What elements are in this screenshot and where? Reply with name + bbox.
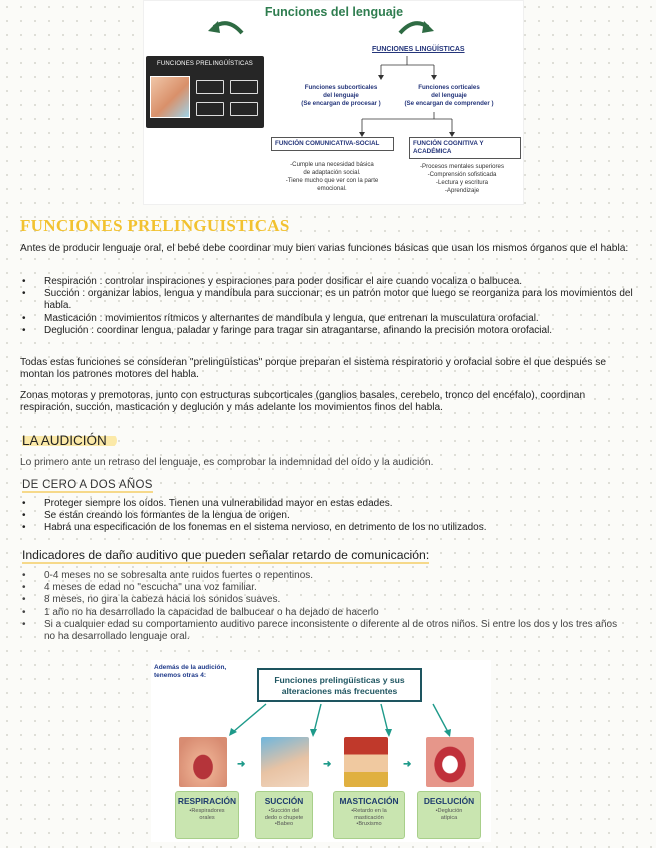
list-item: • 1 año no ha desarrollado la capacidad de balbucear o ha dejado de hacerlo xyxy=(20,607,630,619)
prelinguistic-paragraph-2: Zonas motoras y premotoras, junto con estructuras subcorticales (ganglios basales, cerebelo, tronco del encéfalo), coordinan respiración, succión, masticación y deglución y más adelante los movimientos finos del habla. xyxy=(20,390,586,413)
card-desc: •Deglución atípica xyxy=(435,808,463,821)
card-title: DEGLUCIÓN xyxy=(423,796,475,806)
figure-intro: Además de la audición, tenemos otras 4: xyxy=(154,664,227,679)
mouth-photo xyxy=(179,737,227,787)
card-desc: •Succión del dedo o chupete •Babeo xyxy=(264,808,304,827)
cortical-functions: Funciones corticales del lenguaje (Se encargan de comprender ) xyxy=(404,84,494,107)
list-item: • Deglución : coordinar lengua, paladar y faringe para tragar sin atragantarse, afinando la precisión motora orofacial. xyxy=(20,325,645,337)
list-item: • Se están creando los formantes de la lengua de origen. xyxy=(20,510,645,522)
card-succion xyxy=(255,791,313,839)
arrow-right-icon: ➜ xyxy=(323,759,332,770)
prelinguistic-list xyxy=(20,276,645,337)
figure-main-title: Funciones prelingüísticas y sus alteraciones más frecuentes xyxy=(257,668,422,702)
list-item: • Masticación : movimientos rítmicos y alternantes de mandíbula y lengua, que entrenan la musculatura orofacial. xyxy=(20,313,645,325)
list-item: • Succión : organizar labios, lengua y mandíbula para succionar; es un patrón motor que luego se reorganiza para los movimientos del habla. xyxy=(20,288,645,312)
prelinguistic-heading: FUNCIONES PRELINGUISTICAS xyxy=(20,216,290,235)
prelinguistic-box-title: FUNCIONES PRELINGÜÍSTICAS xyxy=(156,61,253,67)
list-item: • Habrá una especificación de los fonemas en el sistema nervioso, en detrimento de los no utilizados. xyxy=(20,522,645,534)
card-title: RESPIRACIÓN xyxy=(177,796,237,806)
baby-photo xyxy=(261,737,309,787)
linguistic-functions-title: FUNCIONES LINGÜÍSTICAS xyxy=(372,46,465,53)
prelinguistic-intro: Antes de producir lenguaje oral, el bebé debe coordinar muy bien varias funciones básicas que usan los mismos órganos que el habla: xyxy=(20,243,629,254)
arrow-right-icon: ➜ xyxy=(237,759,246,770)
indicators-list xyxy=(20,570,630,643)
list-item: • Respiración : controlar inspiraciones y espiraciones para poder dosificar el aire cuando vocaliza o balbucea. xyxy=(20,276,645,288)
audition-intro: Lo primero ante un retraso del lenguaje, es comprobar la indemnidad del oído y la audición. xyxy=(20,457,434,468)
subcortical-functions: Funciones subcorticales del lenguaje (Se encargan de procesar ) xyxy=(301,84,381,107)
list-item: • 8 meses, no gira la cabeza hacia los sonidos suaves. xyxy=(20,594,630,606)
list-item: • 0-4 meses no se sobresalta ante ruidos fuertes o repentinos. xyxy=(20,570,630,582)
card-masticacion xyxy=(333,791,405,839)
card-desc: •Respiradores orales xyxy=(189,808,225,821)
zero-to-two-heading: DE CERO A DOS AÑOS xyxy=(22,479,153,491)
list-item: • Proteger siempre los oídos. Tienen una vulnerabilidad mayor en estas edades. xyxy=(20,498,645,510)
language-functions-figure xyxy=(143,0,524,205)
child-eating-photo xyxy=(344,737,388,787)
teeth-photo xyxy=(426,737,474,787)
list-item: • Si a cualquier edad su comportamiento auditivo parece inconsistente o diferente al de otros niños. Si entre los dos y los tres años no ha desarrollado lenguaje oral. xyxy=(20,619,630,643)
arrow-right-icon: ➜ xyxy=(403,759,412,770)
card-respiration xyxy=(175,791,239,839)
cognitive-function-description: -Procesos mentales superiores -Comprensión sofisticada -Lectura y escritura -Aprendizaje xyxy=(420,163,504,194)
indicators-heading: Indicadores de daño auditivo que pueden señalar retardo de comunicación: xyxy=(22,548,430,562)
cognitive-function-box: FUNCIÓN COGNITIVA Y ACADÉMICA xyxy=(409,137,521,159)
figure-title: Funciones del lenguaje xyxy=(264,5,404,19)
card-desc: •Retardo en la masticación •Bruxismo xyxy=(351,808,387,827)
zero-to-two-list xyxy=(20,498,645,535)
prelinguistic-alterations-figure xyxy=(151,660,491,842)
social-function-box: FUNCIÓN COMUNICATIVA-SOCIAL xyxy=(271,137,394,151)
social-function-description: -Cumple una necesidad básica de adaptación social. -Tiene mucho que ver con la parte emocional. xyxy=(285,161,379,192)
card-title: SUCCIÓN xyxy=(264,796,304,806)
prelinguistic-paragraph-1: Todas estas funciones se consideran "prelingüísticas" porque preparan el sistema respiratorio y orofacial sobre el que después se montan los patrones motores del habla. xyxy=(20,357,606,380)
card-deglucion xyxy=(417,791,481,839)
list-item: • 4 meses de edad no "escucha" una voz familiar. xyxy=(20,582,630,594)
audition-heading: LA AUDICIÓN xyxy=(22,433,117,448)
card-title: MASTICACIÓN xyxy=(339,796,399,806)
